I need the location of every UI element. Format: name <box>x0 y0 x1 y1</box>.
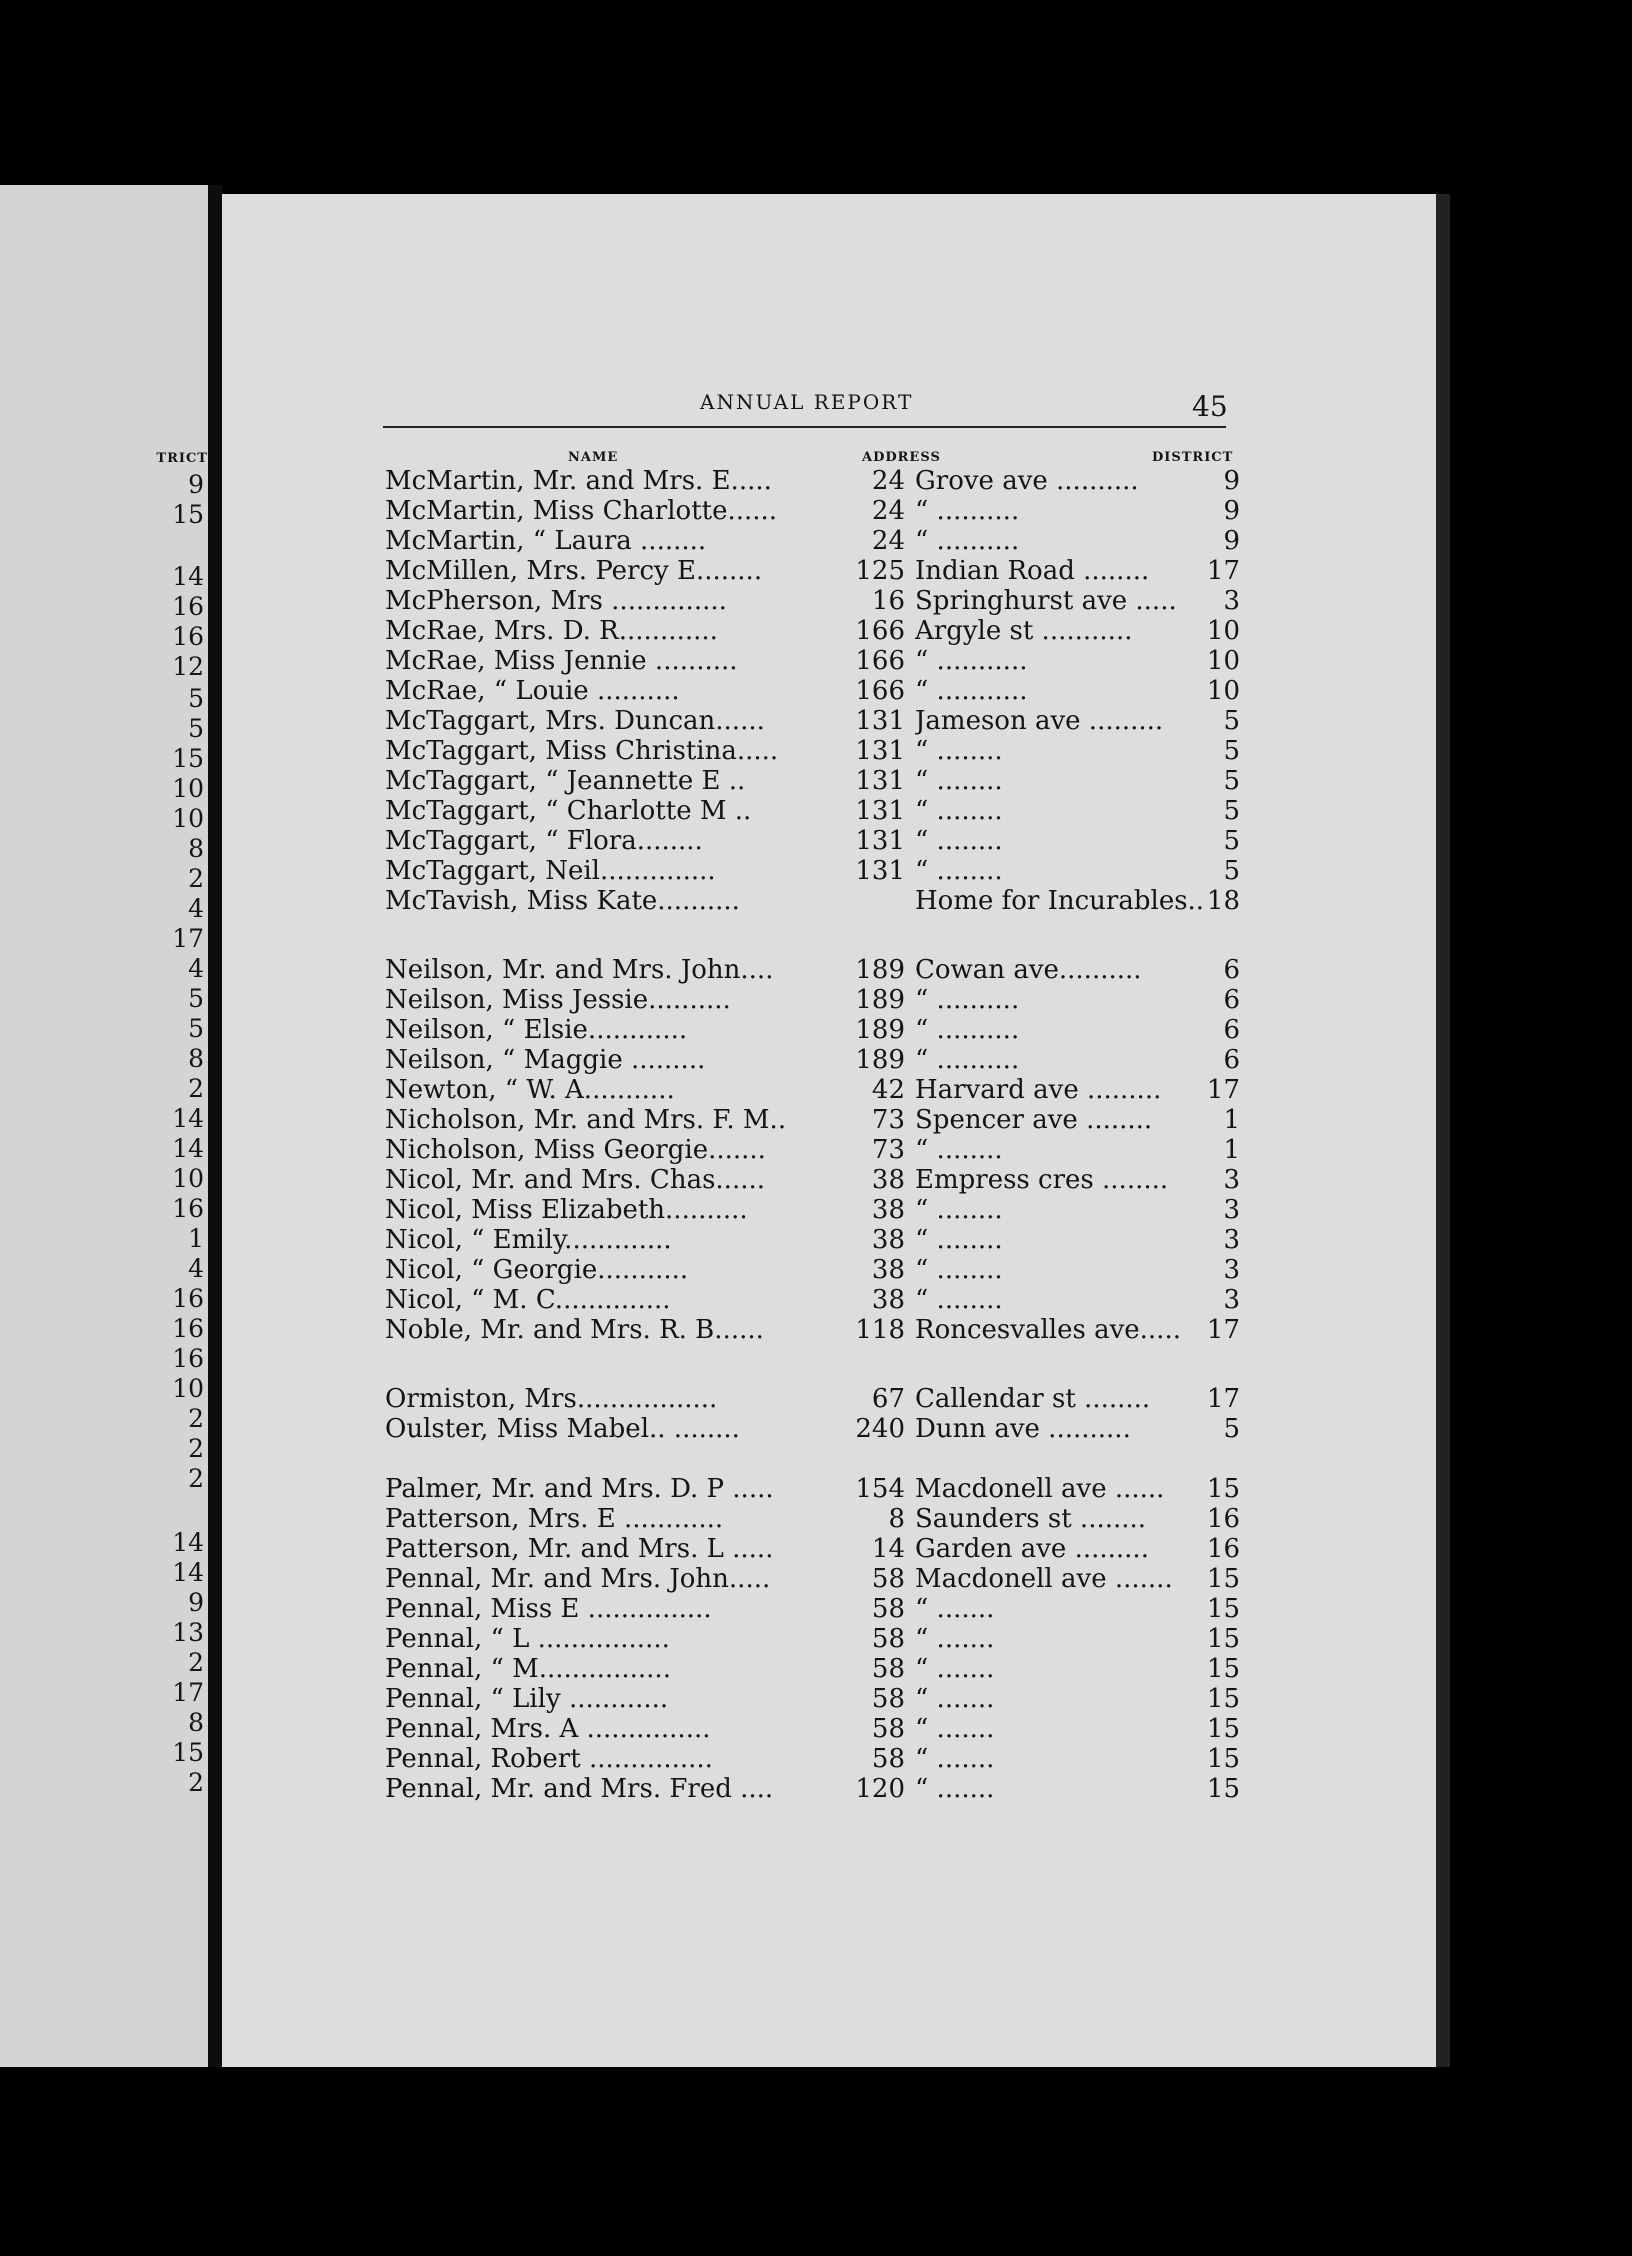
left-page-district-number: 16 <box>172 1194 204 1223</box>
left-page-district-number: 8 <box>188 834 204 863</box>
street-name: Springhurst ave ..... <box>915 586 1177 616</box>
resident-name: Nicol, “ M. C.............. <box>385 1285 671 1315</box>
directory-row <box>385 1255 1240 1285</box>
resident-name: Palmer, Mr. and Mrs. D. P ..... <box>385 1474 774 1504</box>
left-page-district-number: 14 <box>172 562 204 591</box>
resident-name: McRae, “ Louie .......... <box>385 676 680 706</box>
street-name: “ ....... <box>915 1624 995 1654</box>
directory-row <box>385 1534 1240 1564</box>
left-page-district-number: 17 <box>172 1678 204 1707</box>
street-number: 189 <box>855 985 905 1015</box>
left-page-district-number: 8 <box>188 1044 204 1073</box>
street-name: Macdonell ave ...... <box>915 1474 1165 1504</box>
street-number: 189 <box>855 1015 905 1045</box>
resident-name: Pennal, Mr. and Mrs. Fred .... <box>385 1774 774 1804</box>
district-number: 17 <box>1206 1384 1240 1414</box>
directory-row <box>385 1414 1240 1444</box>
street-number: 240 <box>855 1414 905 1444</box>
directory-row <box>385 955 1240 985</box>
street-number: 131 <box>855 796 905 826</box>
page-edge <box>1436 194 1450 2067</box>
street-name: “ .......... <box>915 526 1020 556</box>
column-header-district: DISTRICT <box>1152 450 1234 465</box>
street-name: “ ........ <box>915 1195 1003 1225</box>
resident-name: Pennal, Mr. and Mrs. John..... <box>385 1564 771 1594</box>
resident-name: Nicol, Mr. and Mrs. Chas...... <box>385 1165 765 1195</box>
street-number: 38 <box>871 1285 905 1315</box>
left-page-district-number: 2 <box>188 1648 204 1677</box>
street-name: “ ........... <box>915 676 1028 706</box>
district-number: 6 <box>1223 1015 1240 1045</box>
directory-row <box>385 496 1240 526</box>
resident-name: McMillen, Mrs. Percy E........ <box>385 556 763 586</box>
resident-name: Newton, “ W. A........... <box>385 1075 675 1105</box>
directory-row <box>385 1105 1240 1135</box>
resident-name: Neilson, Miss Jessie.......... <box>385 985 731 1015</box>
street-name: Dunn ave .......... <box>915 1414 1131 1444</box>
district-number: 10 <box>1206 646 1240 676</box>
directory-row <box>385 526 1240 556</box>
left-page-district-number: 12 <box>172 652 204 681</box>
resident-name: Ormiston, Mrs................. <box>385 1384 718 1414</box>
street-number: 154 <box>855 1474 905 1504</box>
resident-name: Patterson, Mr. and Mrs. L ..... <box>385 1534 774 1564</box>
street-number: 16 <box>871 586 905 616</box>
resident-name: McTaggart, Miss Christina..... <box>385 736 779 766</box>
street-number: 166 <box>855 616 905 646</box>
district-number: 17 <box>1206 1075 1240 1105</box>
street-number: 14 <box>871 1534 905 1564</box>
resident-name: McRae, Mrs. D. R............ <box>385 616 718 646</box>
directory-row <box>385 886 1240 916</box>
left-page-district-number: 14 <box>172 1558 204 1587</box>
street-name: “ ........ <box>915 1255 1003 1285</box>
street-name: Home for Incurables.. <box>915 886 1205 916</box>
street-number: 38 <box>871 1255 905 1285</box>
district-number: 5 <box>1223 826 1240 856</box>
street-name: Cowan ave.......... <box>915 955 1142 985</box>
resident-name: Pennal, “ L ................ <box>385 1624 670 1654</box>
street-number: 125 <box>855 556 905 586</box>
resident-name: McMartin, Mr. and Mrs. E..... <box>385 466 772 496</box>
street-number: 131 <box>855 856 905 886</box>
street-number: 131 <box>855 826 905 856</box>
resident-name: McTavish, Miss Kate.......... <box>385 886 740 916</box>
street-number: 58 <box>871 1564 905 1594</box>
street-number: 131 <box>855 736 905 766</box>
directory-row <box>385 1225 1240 1255</box>
directory-row <box>385 706 1240 736</box>
district-number: 5 <box>1223 796 1240 826</box>
left-page-district-number: 14 <box>172 1134 204 1163</box>
district-number: 18 <box>1206 886 1240 916</box>
directory-row <box>385 1165 1240 1195</box>
left-page-district-number: 4 <box>188 954 204 983</box>
directory-row <box>385 556 1240 586</box>
district-number: 3 <box>1223 1285 1240 1315</box>
street-number: 38 <box>871 1165 905 1195</box>
street-number: 67 <box>871 1384 905 1414</box>
street-number: 58 <box>871 1744 905 1774</box>
street-name: Jameson ave ......... <box>915 706 1164 736</box>
street-number: 73 <box>871 1135 905 1165</box>
left-page-district-number: 2 <box>188 1074 204 1103</box>
left-page-district-number: 15 <box>172 744 204 773</box>
street-number: 166 <box>855 646 905 676</box>
left-page-district-number: 5 <box>188 714 204 743</box>
left-page-district-number: 9 <box>188 1588 204 1617</box>
left-page-district-number: 1 <box>188 1224 204 1253</box>
district-number: 15 <box>1206 1594 1240 1624</box>
street-number: 58 <box>871 1624 905 1654</box>
resident-name: Neilson, Mr. and Mrs. John.... <box>385 955 774 985</box>
directory-row <box>385 646 1240 676</box>
street-number: 118 <box>855 1315 905 1345</box>
street-number: 24 <box>871 496 905 526</box>
district-number: 15 <box>1206 1714 1240 1744</box>
district-number: 5 <box>1223 706 1240 736</box>
directory-row <box>385 1504 1240 1534</box>
resident-name: Nicol, Miss Elizabeth.......... <box>385 1195 748 1225</box>
district-number: 3 <box>1223 1225 1240 1255</box>
resident-name: Patterson, Mrs. E ............ <box>385 1504 724 1534</box>
resident-name: Pennal, Robert ............... <box>385 1744 713 1774</box>
street-name: Argyle st ........... <box>915 616 1133 646</box>
page-number: 45 <box>1192 390 1228 423</box>
street-name: “ ....... <box>915 1774 995 1804</box>
street-name: Empress cres ........ <box>915 1165 1169 1195</box>
left-page-district-number: 5 <box>188 684 204 713</box>
directory-row <box>385 1075 1240 1105</box>
left-page-district-number: 16 <box>172 622 204 651</box>
street-name: Roncesvalles ave..... <box>915 1315 1181 1345</box>
directory-row <box>385 1135 1240 1165</box>
district-number: 16 <box>1206 1504 1240 1534</box>
column-header-name: NAME <box>568 450 619 465</box>
left-page-district-number: 9 <box>188 470 204 499</box>
resident-name: Nicol, “ Emily............. <box>385 1225 672 1255</box>
street-name: “ ....... <box>915 1654 995 1684</box>
header-rule <box>383 426 1226 428</box>
left-page-district-number: 4 <box>188 894 204 923</box>
running-head: ANNUAL REPORT <box>700 390 914 414</box>
street-number: 58 <box>871 1684 905 1714</box>
street-name: “ ........ <box>915 1225 1003 1255</box>
directory-row <box>385 1594 1240 1624</box>
street-name: Spencer ave ........ <box>915 1105 1153 1135</box>
left-page-district-number: 16 <box>172 1284 204 1313</box>
directory-row <box>385 1744 1240 1774</box>
directory-row <box>385 796 1240 826</box>
district-number: 3 <box>1223 586 1240 616</box>
street-name: “ ........ <box>915 1135 1003 1165</box>
directory-row <box>385 736 1240 766</box>
left-page-district-number: 2 <box>188 1434 204 1463</box>
street-name: Garden ave ......... <box>915 1534 1149 1564</box>
left-page-district-number: 10 <box>172 804 204 833</box>
district-number: 15 <box>1206 1654 1240 1684</box>
left-page-district-number: 4 <box>188 1254 204 1283</box>
street-number: 120 <box>855 1774 905 1804</box>
street-name: “ ....... <box>915 1684 995 1714</box>
directory-row <box>385 1315 1240 1345</box>
street-number: 38 <box>871 1195 905 1225</box>
street-name: “ .......... <box>915 496 1020 526</box>
left-page-district-number: 15 <box>172 1738 204 1767</box>
directory-row <box>385 586 1240 616</box>
street-number: 189 <box>855 955 905 985</box>
directory-row <box>385 856 1240 886</box>
street-name: “ ........... <box>915 646 1028 676</box>
street-name: Saunders st ........ <box>915 1504 1147 1534</box>
district-number: 15 <box>1206 1474 1240 1504</box>
left-page-district-number: 10 <box>172 774 204 803</box>
street-name: “ ....... <box>915 1594 995 1624</box>
directory-row <box>385 1015 1240 1045</box>
district-number: 15 <box>1206 1684 1240 1714</box>
directory-row <box>385 466 1240 496</box>
directory-row <box>385 1195 1240 1225</box>
left-page-district-number: 2 <box>188 1464 204 1493</box>
district-number: 9 <box>1223 466 1240 496</box>
street-number: 24 <box>871 466 905 496</box>
district-number: 3 <box>1223 1195 1240 1225</box>
street-name: “ ........ <box>915 1285 1003 1315</box>
left-column-header-fragment: TRICT <box>156 451 208 466</box>
resident-name: Oulster, Miss Mabel.. ........ <box>385 1414 740 1444</box>
directory-row <box>385 676 1240 706</box>
left-page-district-number: 10 <box>172 1164 204 1193</box>
street-number: 166 <box>855 676 905 706</box>
resident-name: McTaggart, “ Flora........ <box>385 826 703 856</box>
directory-row <box>385 826 1240 856</box>
column-header-address: ADDRESS <box>862 450 941 465</box>
left-page-district-number: 14 <box>172 1528 204 1557</box>
left-page-district-number: 17 <box>172 924 204 953</box>
district-number: 5 <box>1223 1414 1240 1444</box>
resident-name: McMartin, “ Laura ........ <box>385 526 707 556</box>
district-number: 17 <box>1206 556 1240 586</box>
resident-name: Pennal, “ M................ <box>385 1654 671 1684</box>
resident-name: McTaggart, “ Charlotte M .. <box>385 796 752 826</box>
street-name: “ .......... <box>915 1015 1020 1045</box>
directory-row <box>385 1045 1240 1075</box>
district-number: 3 <box>1223 1255 1240 1285</box>
left-page-district-number: 10 <box>172 1374 204 1403</box>
street-name: Grove ave .......... <box>915 466 1139 496</box>
left-page-district-number: 16 <box>172 592 204 621</box>
left-page-district-number: 5 <box>188 1014 204 1043</box>
left-page-district-number: 16 <box>172 1314 204 1343</box>
directory-row <box>385 1624 1240 1654</box>
street-name: “ .......... <box>915 985 1020 1015</box>
resident-name: Nicholson, Mr. and Mrs. F. M.. <box>385 1105 787 1135</box>
street-number: 24 <box>871 526 905 556</box>
street-name: Callendar st ........ <box>915 1384 1151 1414</box>
district-number: 16 <box>1206 1534 1240 1564</box>
street-number: 42 <box>871 1075 905 1105</box>
directory-row <box>385 616 1240 646</box>
resident-name: Pennal, Miss E ............... <box>385 1594 712 1624</box>
district-number: 15 <box>1206 1774 1240 1804</box>
street-number: 58 <box>871 1714 905 1744</box>
street-name: Harvard ave ......... <box>915 1075 1162 1105</box>
left-page-district-number: 13 <box>172 1618 204 1647</box>
street-number: 73 <box>871 1105 905 1135</box>
left-page-district-number: 2 <box>188 864 204 893</box>
district-number: 15 <box>1206 1744 1240 1774</box>
district-number: 15 <box>1206 1564 1240 1594</box>
resident-name: Pennal, “ Lily ............ <box>385 1684 669 1714</box>
district-number: 6 <box>1223 985 1240 1015</box>
street-name: “ ........ <box>915 856 1003 886</box>
book-gutter <box>208 185 222 2067</box>
resident-name: Noble, Mr. and Mrs. R. B...... <box>385 1315 764 1345</box>
left-page-district-number: 16 <box>172 1344 204 1373</box>
district-number: 3 <box>1223 1165 1240 1195</box>
resident-name: Nicholson, Miss Georgie....... <box>385 1135 766 1165</box>
district-number: 10 <box>1206 616 1240 646</box>
resident-name: McTaggart, Mrs. Duncan...... <box>385 706 765 736</box>
district-number: 15 <box>1206 1624 1240 1654</box>
district-number: 1 <box>1223 1135 1240 1165</box>
resident-name: Nicol, “ Georgie........... <box>385 1255 689 1285</box>
street-number: 131 <box>855 706 905 736</box>
directory-row <box>385 1285 1240 1315</box>
district-number: 9 <box>1223 526 1240 556</box>
street-name: Indian Road ........ <box>915 556 1150 586</box>
street-number: 189 <box>855 1045 905 1075</box>
district-number: 5 <box>1223 856 1240 886</box>
resident-name: Pennal, Mrs. A ............... <box>385 1714 711 1744</box>
resident-name: Neilson, “ Maggie ......... <box>385 1045 706 1075</box>
district-number: 5 <box>1223 736 1240 766</box>
directory-row <box>385 1684 1240 1714</box>
left-page-fragment <box>0 185 208 2067</box>
resident-name: Neilson, “ Elsie............ <box>385 1015 688 1045</box>
directory-row <box>385 1774 1240 1804</box>
resident-name: McTaggart, Neil.............. <box>385 856 716 886</box>
resident-name: McPherson, Mrs .............. <box>385 586 727 616</box>
district-number: 6 <box>1223 955 1240 985</box>
directory-row <box>385 985 1240 1015</box>
street-name: “ ........ <box>915 796 1003 826</box>
street-name: “ ........ <box>915 736 1003 766</box>
directory-row <box>385 1564 1240 1594</box>
directory-row <box>385 1474 1240 1504</box>
left-page-district-number: 14 <box>172 1104 204 1133</box>
street-name: “ ........ <box>915 826 1003 856</box>
left-page-district-number: 2 <box>188 1768 204 1797</box>
directory-row <box>385 1384 1240 1414</box>
street-number: 38 <box>871 1225 905 1255</box>
street-number: 8 <box>888 1504 905 1534</box>
directory-row <box>385 1714 1240 1744</box>
street-number: 58 <box>871 1594 905 1624</box>
directory-row <box>385 1654 1240 1684</box>
left-page-district-number: 15 <box>172 500 204 529</box>
street-name: “ ....... <box>915 1744 995 1774</box>
district-number: 1 <box>1223 1105 1240 1135</box>
district-number: 6 <box>1223 1045 1240 1075</box>
street-name: “ .......... <box>915 1045 1020 1075</box>
street-name: “ ........ <box>915 766 1003 796</box>
street-name: Macdonell ave ....... <box>915 1564 1173 1594</box>
street-number: 131 <box>855 766 905 796</box>
district-number: 9 <box>1223 496 1240 526</box>
resident-name: McRae, Miss Jennie .......... <box>385 646 738 676</box>
street-name: “ ....... <box>915 1714 995 1744</box>
district-number: 17 <box>1206 1315 1240 1345</box>
district-number: 5 <box>1223 766 1240 796</box>
directory-row <box>385 766 1240 796</box>
resident-name: McTaggart, “ Jeannette E .. <box>385 766 746 796</box>
left-page-district-number: 8 <box>188 1708 204 1737</box>
district-number: 10 <box>1206 676 1240 706</box>
street-number: 58 <box>871 1654 905 1684</box>
resident-name: McMartin, Miss Charlotte...... <box>385 496 778 526</box>
left-page-district-number: 2 <box>188 1404 204 1433</box>
left-page-district-number: 5 <box>188 984 204 1013</box>
